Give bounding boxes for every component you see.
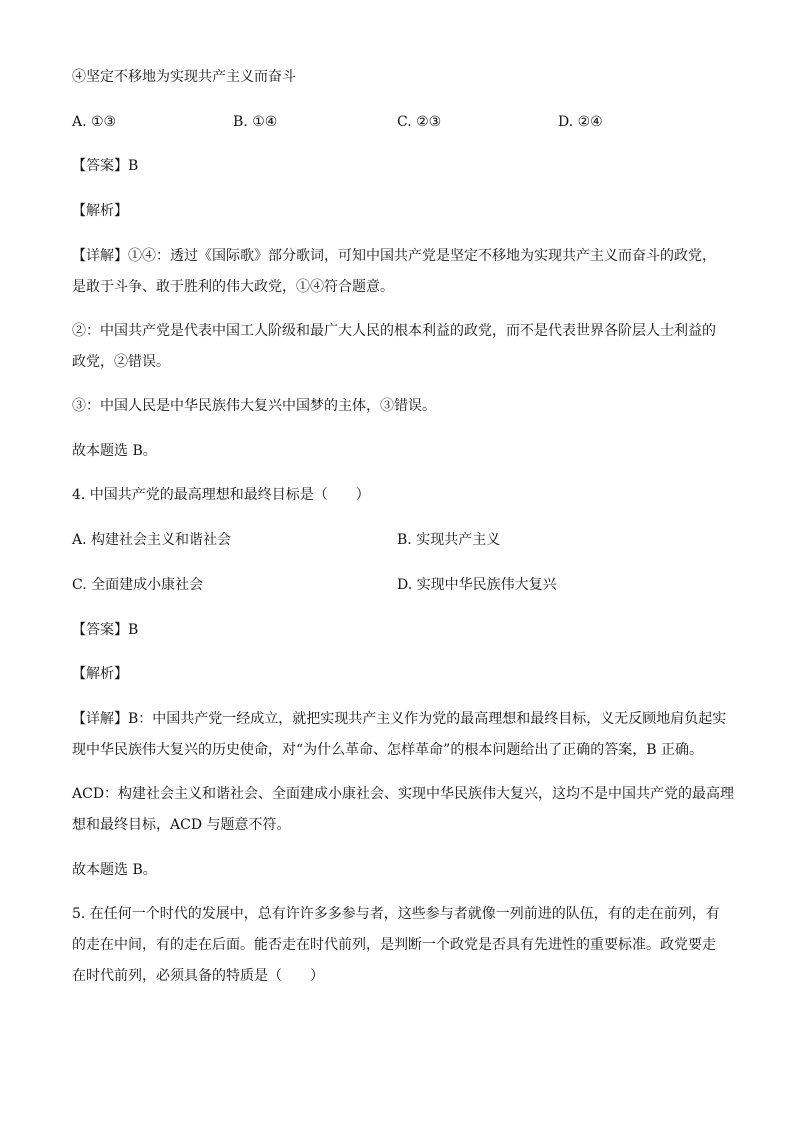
q5-line2: 的走在中间，有的走在后面。能否走在时代前列，是判断一个政党是否具有先进性的重要标准。政党要走 [72,937,716,953]
q4-option-c: C. 全面建成小康社会 [72,577,204,593]
q4-option-a: A. 构建社会主义和谐社会 [72,532,232,548]
q3-option-a: A. ①③ [72,114,117,130]
q4-option-d: D. 实现中华民族伟大复兴 [397,577,557,593]
q4-analysis-label: 【解析】 [72,666,128,682]
q3-conclusion: 故本题选 B。 [72,443,157,459]
q5-line3: 在时代前列，必须具备的特质是（ ） [72,968,324,984]
q5-line1: 5. 在任何一个时代的发展中，总有许许多多参与者，这些参与者就像一列前进的队伍，有的走在前列，有 [72,906,720,922]
q3-answer: 【答案】B [72,158,139,174]
q3-item4: ④坚定不移地为实现共产主义而奋斗 [72,69,296,85]
q3-detail-line2: 是敢于斗争、敢于胜利的伟大政党，①④符合题意。 [72,279,394,295]
q4-detail-line2: 现中华民族伟大复兴的历史使命，对“为什么革命、怎样革命”的根本问题给出了正确的答案，B 正确。 [72,742,704,758]
q3-point2-line2: 政党，②错误。 [72,354,170,370]
q4-conclusion: 故本题选 B。 [72,862,157,878]
q3-option-c: C. ②③ [397,114,442,130]
q4-question: 4. 中国共产党的最高理想和最终目标是（ ） [72,487,370,503]
q4-answer: 【答案】B [72,622,139,638]
q3-analysis-label: 【解析】 [72,203,128,219]
q3-point3: ③：中国人民是中华民族伟大复兴中国梦的主体，③错误。 [72,398,436,414]
q3-option-d: D. ②④ [558,114,603,130]
q4-acd-line2: 想和最终目标，ACD 与题意不符。 [72,817,291,833]
q3-detail-line1: 【详解】①④：透过《国际歌》部分歌词，可知中国共产党是坚定不移地为实现共产主义而奋斗的政党， [72,248,716,264]
q4-acd-line1: ACD：构建社会主义和谐社会、全面建成小康社会、实现中华民族伟大复兴，这均不是中国共产党的最高理 [72,786,735,802]
q3-point2-line1: ②：中国共产党是代表中国工人阶级和最广大人民的根本利益的政党，而不是代表世界各阶层人士利益的 [72,323,716,339]
q3-option-b: B. ①④ [233,114,278,130]
q4-option-b: B. 实现共产主义 [397,532,501,548]
q4-detail-line1: 【详解】B：中国共产党一经成立，就把实现共产主义作为党的最高理想和最终目标，义无反顾地肩负起实 [72,711,727,727]
